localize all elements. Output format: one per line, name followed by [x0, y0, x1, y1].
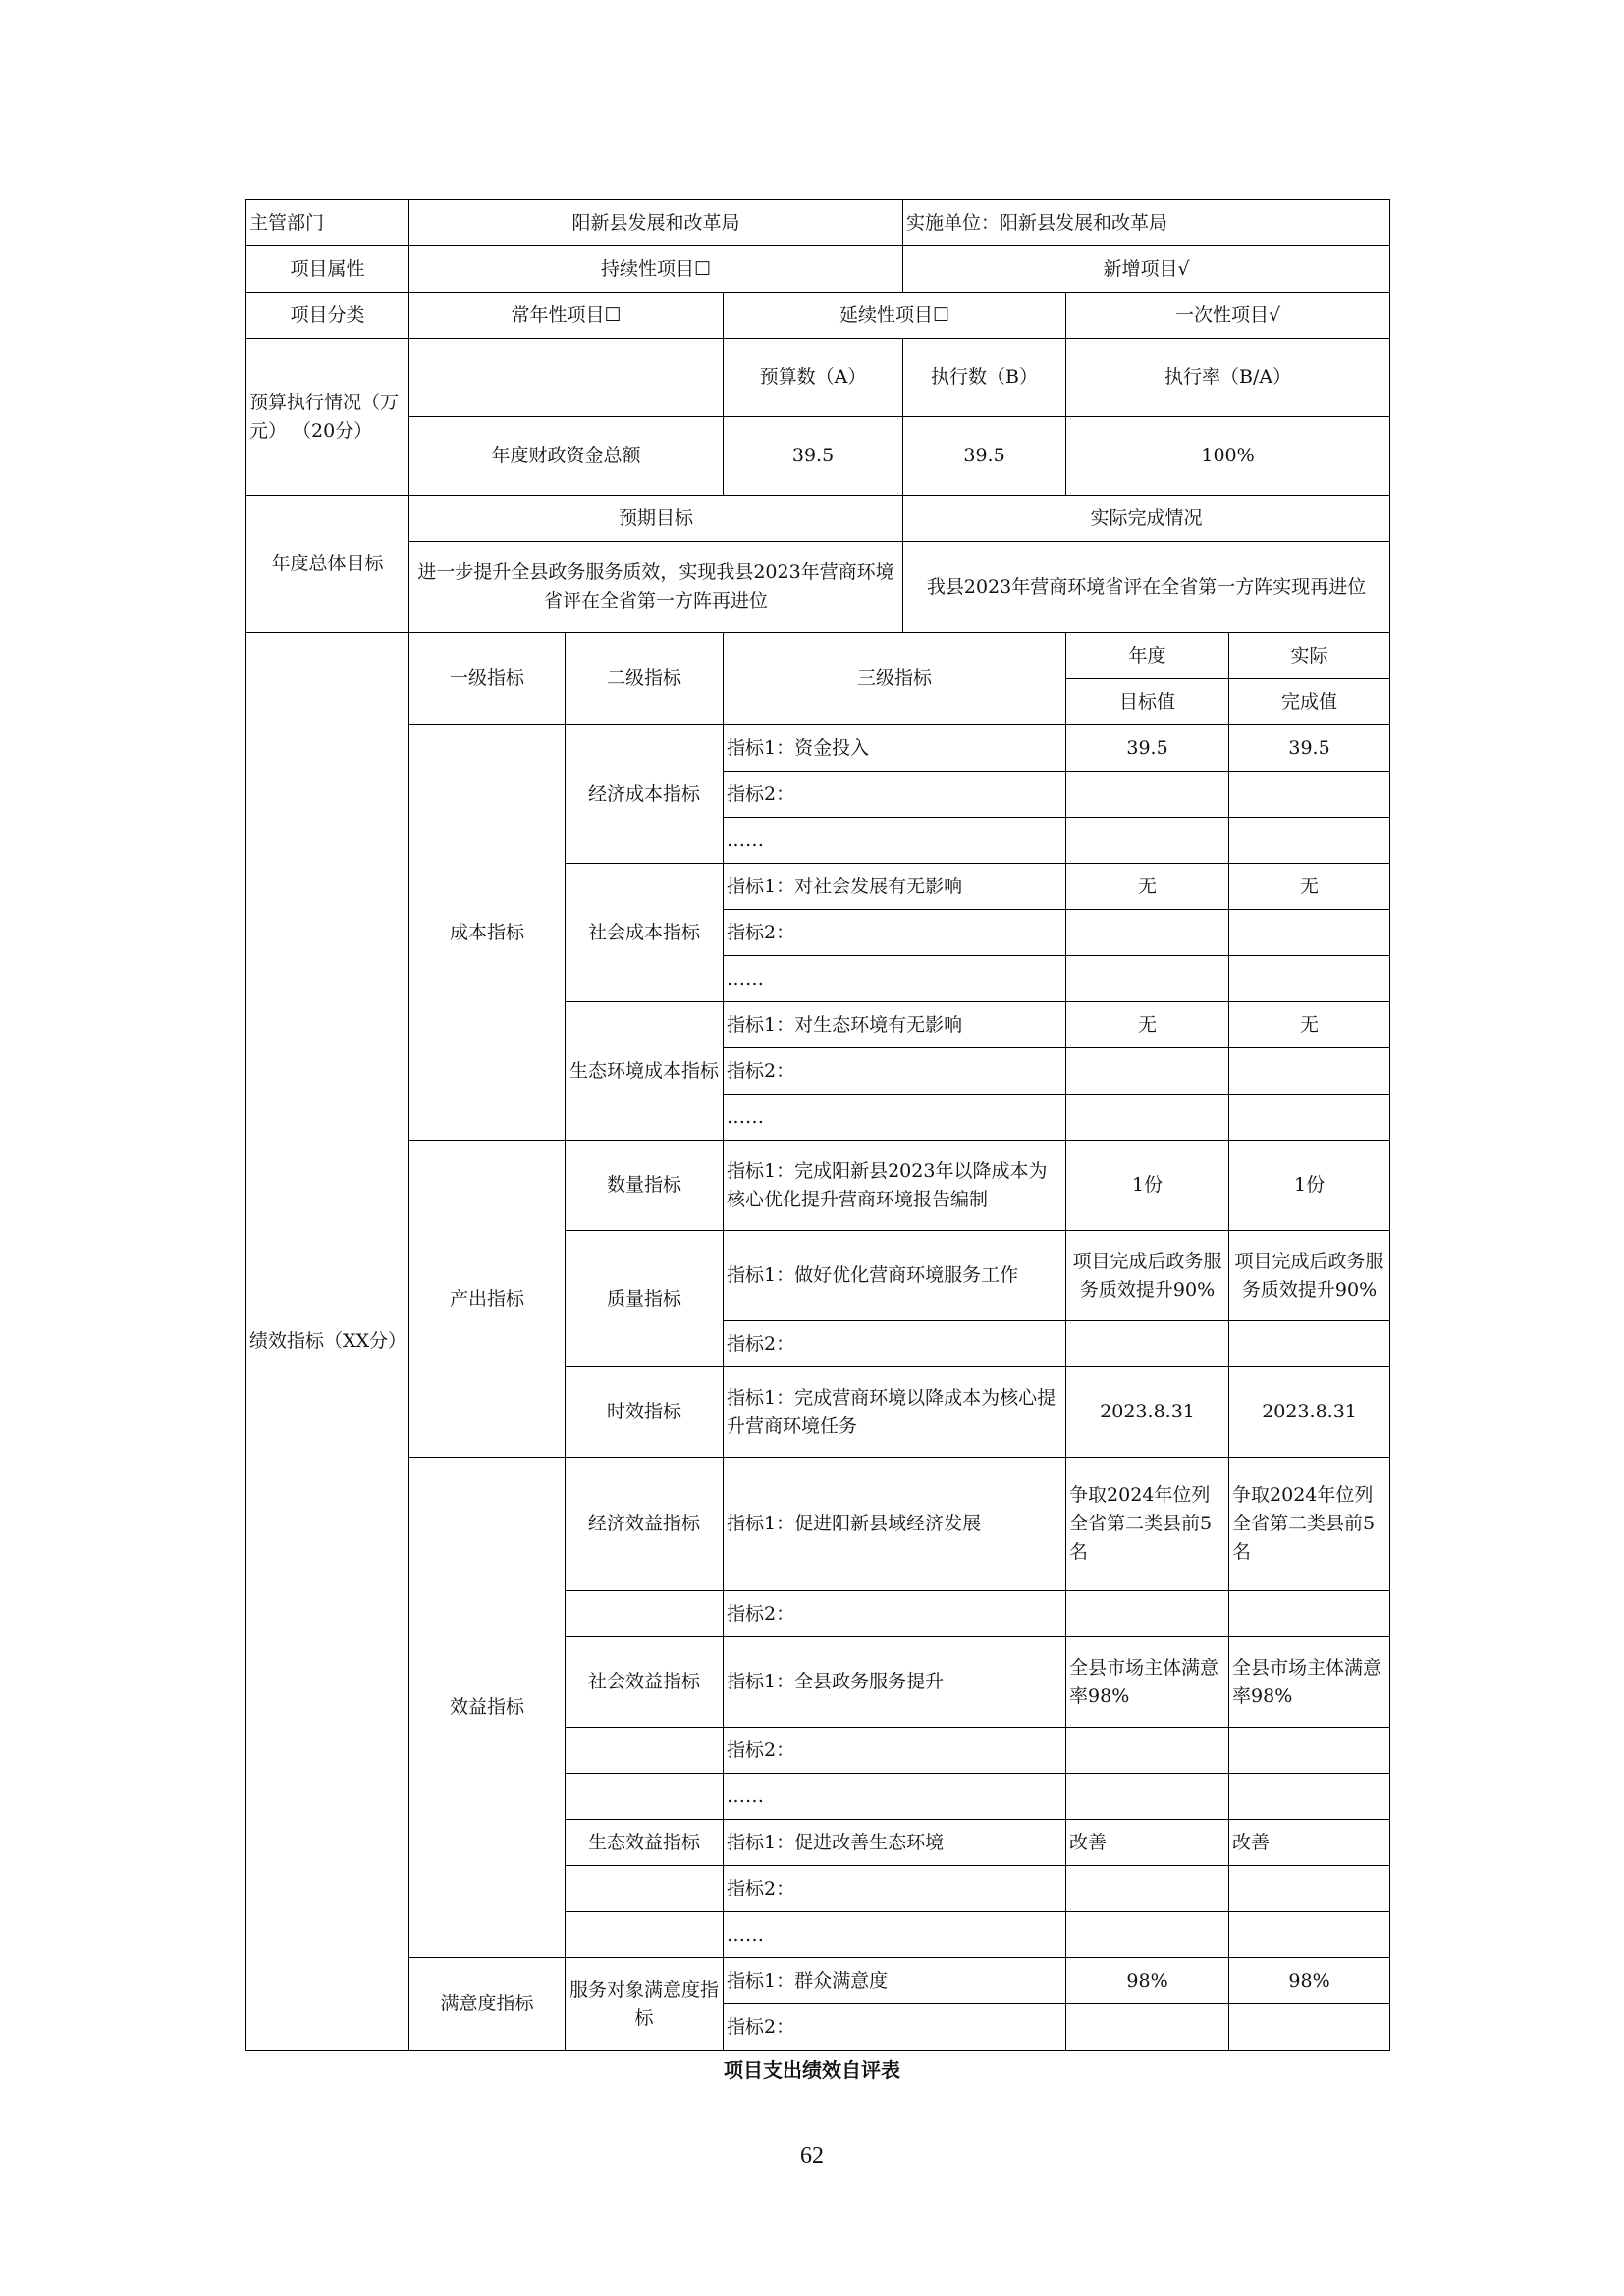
- indicator-cell: 指标2：: [724, 1728, 1066, 1774]
- actual-header: 实际完成情况: [903, 496, 1390, 542]
- impl-unit: 实施单位：阳新县发展和改革局: [903, 200, 1390, 246]
- indicator-cell: ……: [724, 818, 1066, 864]
- empty-level2-cell: [566, 1774, 724, 1820]
- actual-value: [1229, 910, 1390, 956]
- indicator-cell: 指标1：做好优化营商环境服务工作: [724, 1231, 1066, 1321]
- actual-value: 无: [1229, 1002, 1390, 1048]
- attr-new: 新增项目√: [903, 246, 1390, 293]
- budget-label: 预算执行情况（万元） （20分）: [246, 339, 409, 496]
- actual-value: 98%: [1229, 1958, 1390, 2004]
- eco-benefit-indicators: 生态效益指标: [566, 1820, 724, 1866]
- expected-header: 预期目标: [409, 496, 903, 542]
- actual-value-header: 实际: [1229, 633, 1390, 679]
- target-value: 2023.8.31: [1066, 1367, 1229, 1458]
- target-value: 无: [1066, 864, 1229, 910]
- actual-value: [1229, 818, 1390, 864]
- budget-col-header: 预算数（A）: [724, 339, 903, 417]
- empty-level2-cell: [566, 1866, 724, 1912]
- target-value: [1066, 1912, 1229, 1958]
- cost-indicators: 成本指标: [409, 725, 566, 1141]
- target-value: [1066, 1048, 1229, 1095]
- budget-blank-cell: [409, 339, 724, 417]
- quality-indicators: 质量指标: [566, 1231, 724, 1367]
- indicator-cell: 指标1：资金投入: [724, 725, 1066, 772]
- satisfaction-indicators: 满意度指标: [409, 1958, 566, 2051]
- target-value: [1066, 818, 1229, 864]
- indicator-cell: 指标1：完成营商环境以降成本为核心提升营商环境任务: [724, 1367, 1066, 1458]
- target-value: 项目完成后政务服务质效提升90%: [1066, 1231, 1229, 1321]
- actual-value: [1229, 1728, 1390, 1774]
- actual-goal-text: 我县2023年营商环境省评在全省第一方阵实现再进位: [903, 542, 1390, 633]
- indicator-cell: 指标2：: [724, 910, 1066, 956]
- social-cost-indicators: 社会成本指标: [566, 864, 724, 1002]
- social-benefit-indicators: 社会效益指标: [566, 1637, 724, 1728]
- target-value: [1066, 1774, 1229, 1820]
- eco-environment-cost-indicators: 生态环境成本指标: [566, 1002, 724, 1141]
- target-value: [1066, 910, 1229, 956]
- attr-label: 项目属性: [246, 246, 409, 293]
- expected-goal-text: 进一步提升全县政务服务质效，实现我县2023年营商环境省评在全省第一方阵再进位: [409, 542, 903, 633]
- attr-continuing: 持续性项目☐: [409, 246, 903, 293]
- empty-level2-cell: [566, 1728, 724, 1774]
- target-value: 改善: [1066, 1820, 1229, 1866]
- class-onetime: 一次性项目√: [1066, 293, 1390, 339]
- actual-value: 全县市场主体满意率98%: [1229, 1637, 1390, 1728]
- actual-value: 争取2024年位列全省第二类县前5名: [1229, 1458, 1390, 1591]
- performance-label: 绩效指标（XX分）: [246, 633, 409, 2051]
- target-header-sub: 目标值: [1066, 679, 1229, 725]
- service-target-satisfaction-indicators: 服务对象满意度指标: [566, 1958, 724, 2051]
- actual-value: [1229, 1774, 1390, 1820]
- actual-value: [1229, 1912, 1390, 1958]
- indicator-cell: 指标1：群众满意度: [724, 1958, 1066, 2004]
- dept-label: 主管部门: [246, 200, 409, 246]
- empty-level2-cell: [566, 1591, 724, 1637]
- indicator-cell: ……: [724, 1912, 1066, 1958]
- indicator-cell: ……: [724, 956, 1066, 1002]
- budget-row-label: 年度财政资金总额: [409, 417, 724, 496]
- target-value: 争取2024年位列全省第二类县前5名: [1066, 1458, 1229, 1591]
- level3-header: 三级指标: [724, 633, 1066, 725]
- target-value: [1066, 1321, 1229, 1367]
- output-indicators: 产出指标: [409, 1141, 566, 1458]
- indicator-cell: 指标2：: [724, 1048, 1066, 1095]
- budget-value: 39.5: [724, 417, 903, 496]
- actual-value: [1229, 1048, 1390, 1095]
- actual-value-header-sub: 完成值: [1229, 679, 1390, 725]
- economic-cost-indicators: 经济成本指标: [566, 725, 724, 864]
- actual-value: [1229, 1591, 1390, 1637]
- target-value: [1066, 1591, 1229, 1637]
- exec-value: 39.5: [903, 417, 1066, 496]
- performance-self-evaluation-table: [245, 199, 1390, 2051]
- actual-value: 无: [1229, 864, 1390, 910]
- rate-col-header: 执行率（B/A）: [1066, 339, 1390, 417]
- exec-col-header: 执行数（B）: [903, 339, 1066, 417]
- indicator-cell: 指标1：促进改善生态环境: [724, 1820, 1066, 1866]
- target-value: [1066, 1095, 1229, 1141]
- target-value: [1066, 772, 1229, 818]
- indicator-cell: ……: [724, 1095, 1066, 1141]
- timeliness-indicators: 时效指标: [566, 1367, 724, 1458]
- actual-value: [1229, 2004, 1390, 2051]
- indicator-cell: 指标1：全县政务服务提升: [724, 1637, 1066, 1728]
- indicator-cell: 指标2：: [724, 772, 1066, 818]
- target-value: [1066, 2004, 1229, 2051]
- target-value: [1066, 956, 1229, 1002]
- level1-header: 一级指标: [409, 633, 566, 725]
- actual-value: [1229, 956, 1390, 1002]
- goals-label: 年度总体目标: [246, 496, 409, 633]
- indicator-cell: 指标2：: [724, 1321, 1066, 1367]
- page-number: 62: [800, 2143, 824, 2168]
- indicator-cell: 指标2：: [724, 1591, 1066, 1637]
- target-value: [1066, 1728, 1229, 1774]
- indicator-cell: 指标1：对生态环境有无影响: [724, 1002, 1066, 1048]
- indicator-cell: 指标1：促进阳新县域经济发展: [724, 1458, 1066, 1591]
- target-value: 1份: [1066, 1141, 1229, 1231]
- target-value: 无: [1066, 1002, 1229, 1048]
- indicator-cell: 指标1：完成阳新县2023年以降成本为核心优化提升营商环境报告编制: [724, 1141, 1066, 1231]
- actual-value: [1229, 1321, 1390, 1367]
- actual-value: [1229, 1095, 1390, 1141]
- dept-value: 阳新县发展和改革局: [409, 200, 903, 246]
- actual-value: 项目完成后政务服务质效提升90%: [1229, 1231, 1390, 1321]
- target-value: 39.5: [1066, 725, 1229, 772]
- actual-value: 改善: [1229, 1820, 1390, 1866]
- class-extended: 延续性项目☐: [724, 293, 1066, 339]
- quantity-indicators: 数量指标: [566, 1141, 724, 1231]
- actual-value: [1229, 1866, 1390, 1912]
- table-caption: 项目支出绩效自评表: [724, 2058, 900, 2082]
- class-regular: 常年性项目☐: [409, 293, 724, 339]
- indicator-cell: 指标2：: [724, 1866, 1066, 1912]
- actual-value: 2023.8.31: [1229, 1367, 1390, 1458]
- empty-level2-cell: [566, 1912, 724, 1958]
- rate-value: 100%: [1066, 417, 1390, 496]
- target-value: [1066, 1866, 1229, 1912]
- class-label: 项目分类: [246, 293, 409, 339]
- economic-benefit-indicators: 经济效益指标: [566, 1458, 724, 1591]
- actual-value: 39.5: [1229, 725, 1390, 772]
- actual-value: [1229, 772, 1390, 818]
- level2-header: 二级指标: [566, 633, 724, 725]
- target-header: 年度: [1066, 633, 1229, 679]
- indicator-cell: 指标1：对社会发展有无影响: [724, 864, 1066, 910]
- benefit-indicators: 效益指标: [409, 1458, 566, 1958]
- target-value: 全县市场主体满意率98%: [1066, 1637, 1229, 1728]
- target-value: 98%: [1066, 1958, 1229, 2004]
- actual-value: 1份: [1229, 1141, 1390, 1231]
- indicator-cell: 指标2：: [724, 2004, 1066, 2051]
- indicator-cell: ……: [724, 1774, 1066, 1820]
